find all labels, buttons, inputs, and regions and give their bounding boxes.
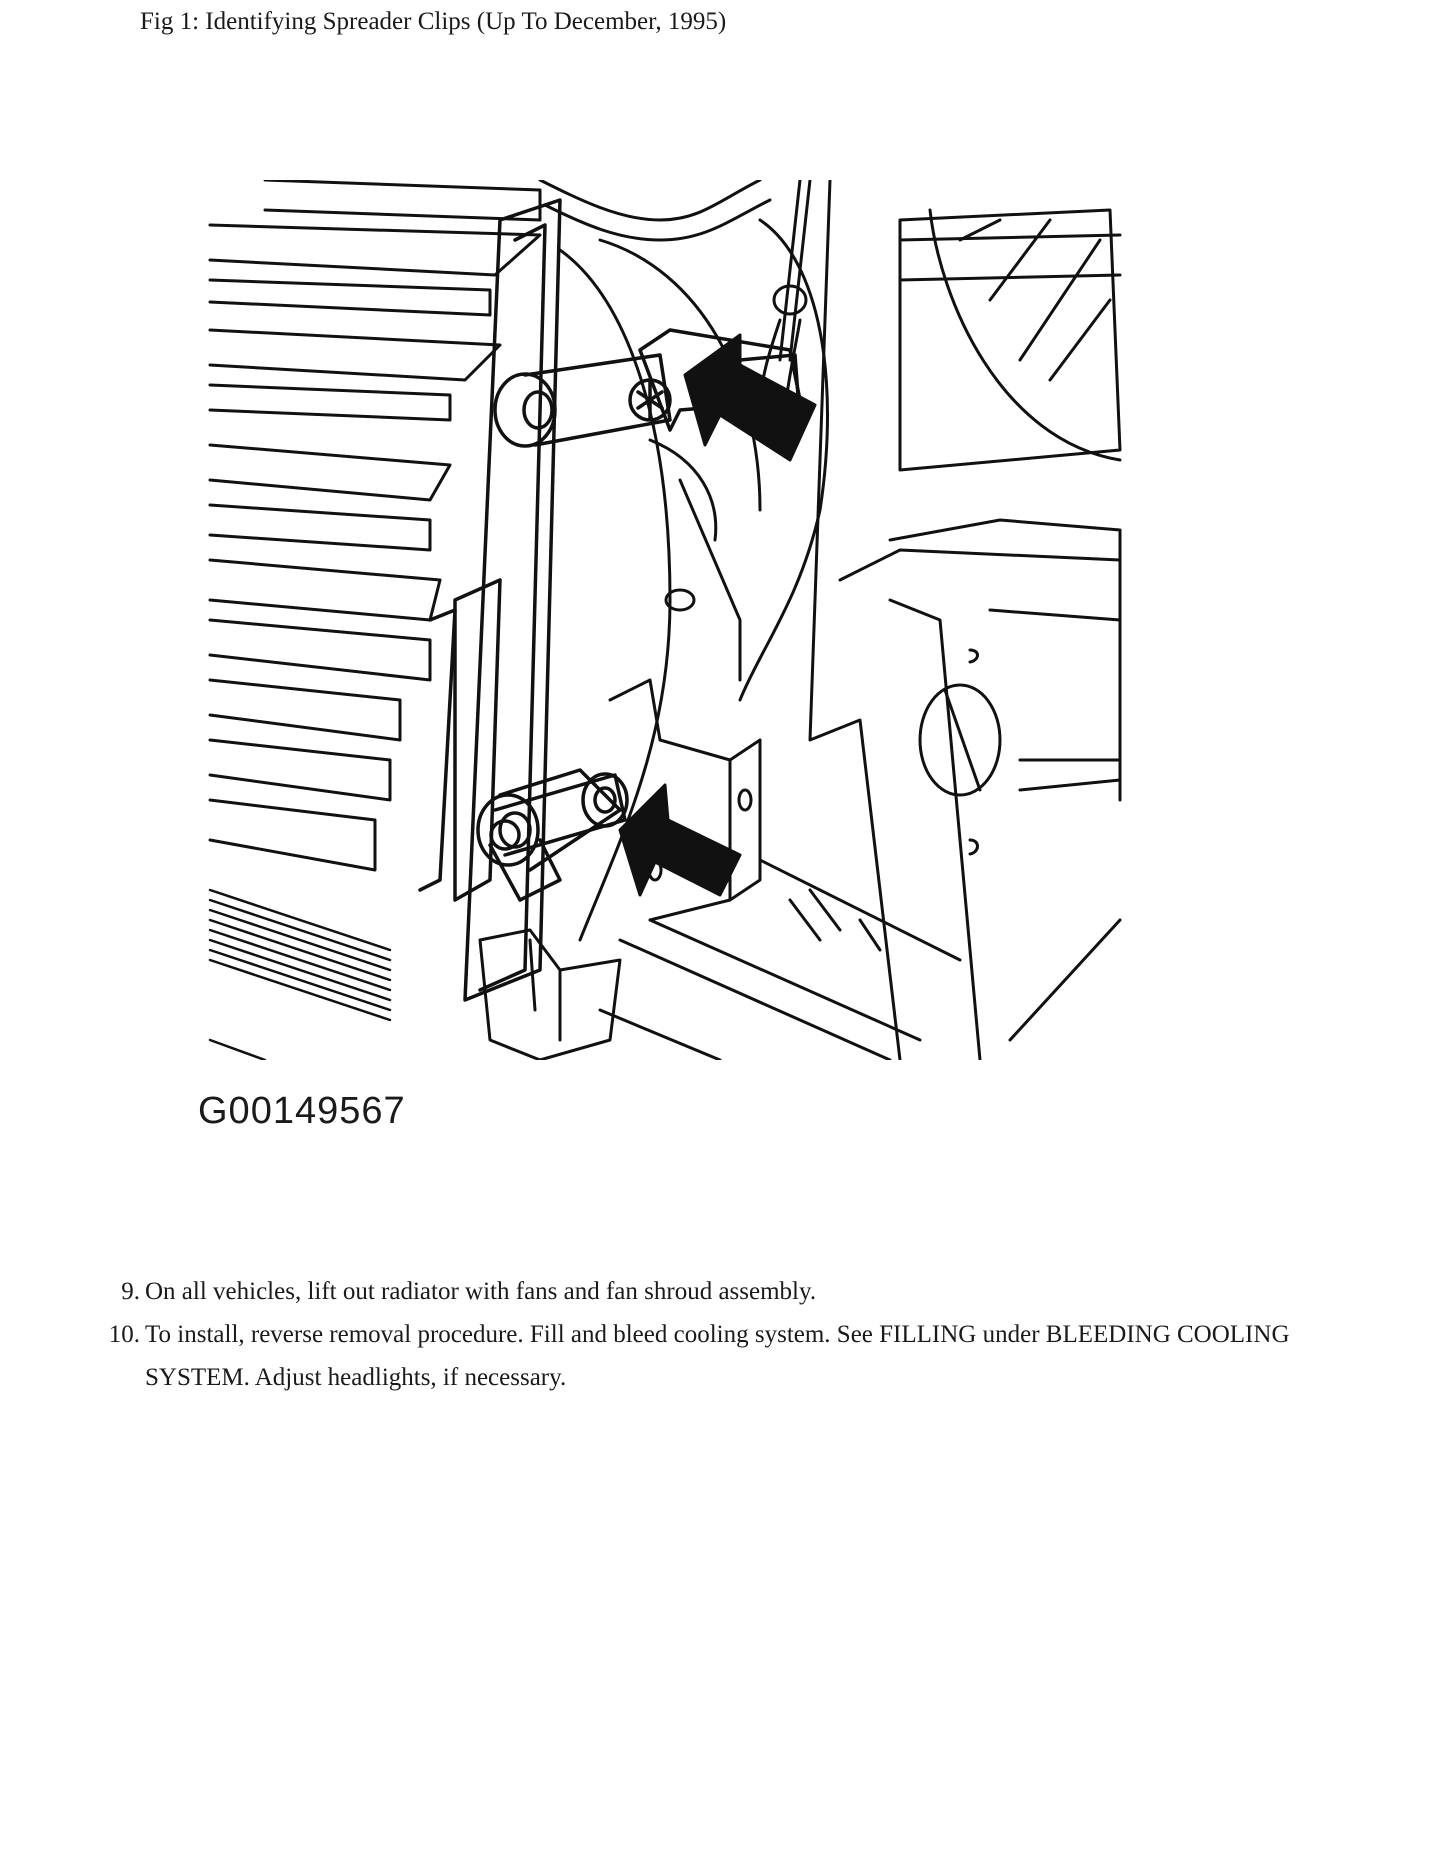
radiator-fins [210, 180, 540, 870]
list-item [95, 1313, 1325, 1399]
radiator-tank [420, 200, 560, 1000]
figure-id-label: G00149567 [198, 1090, 406, 1132]
spreader-clips-illustration [200, 180, 1300, 1060]
step-number: 9. [121, 1278, 140, 1305]
step-text: To install, reverse removal procedure. Fill and bleed cooling system. See FILLING under BLEEDING COOLING SYSTEM. Adjust headlights, if necessary. [145, 1321, 1290, 1391]
list-item [95, 1270, 1325, 1313]
bottom-rails [600, 860, 960, 1060]
figure-caption: Fig 1: Identifying Spreader Clips (Up To December, 1995) [140, 8, 727, 35]
lower-arrow [620, 785, 740, 895]
step-text: On all vehicles, lift out radiator with fans and fan shroud assembly. [145, 1278, 817, 1305]
radiator-lower-block [210, 890, 390, 1060]
body-panel [810, 180, 1120, 1060]
step-number: 10. [108, 1321, 140, 1348]
procedure-steps [95, 1270, 1325, 1399]
upper-hose [540, 180, 810, 410]
